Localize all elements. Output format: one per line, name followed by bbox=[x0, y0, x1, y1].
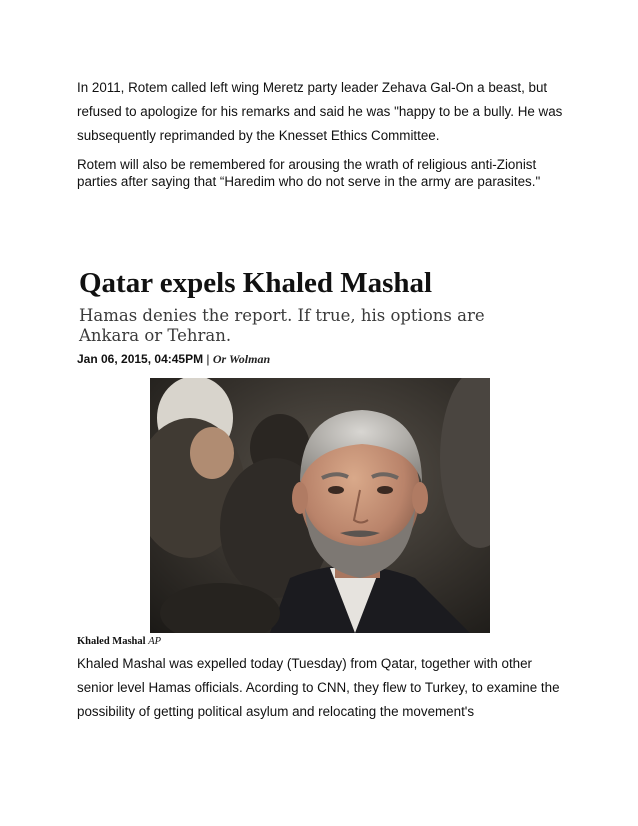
article-author[interactable]: Or Wolman bbox=[212, 352, 271, 366]
article-body: Khaled Mashal was expelled today (Tuesday) from Qatar, together with other senior level Hamas officials. Acording to CNN, they flew to Turkey, to examine the possibility of getting political asylum and relocating the movement's bbox=[77, 656, 560, 719]
caption-name: Khaled Mashal bbox=[77, 636, 146, 647]
article-subheadline: Hamas denies the report. If true, his options are Ankara or Tehran. bbox=[79, 306, 485, 345]
byline-separator: | bbox=[203, 352, 213, 366]
intro-paragraph-1: In 2011, Rotem called left wing Meretz party leader Zehava Gal-On a beast, but refused to apologize for his remarks and said he was "happy to be a bully. He was subsequently reprimanded by the Knesset Ethics Committee. bbox=[77, 80, 563, 143]
article-photo bbox=[150, 378, 490, 633]
article-byline bbox=[77, 352, 270, 366]
caption-credit: AP bbox=[148, 636, 162, 647]
article-date: Jan 06, 2015, 04:45PM bbox=[77, 352, 204, 366]
article-headline: Qatar expels Khaled Mashal bbox=[79, 267, 433, 299]
intro-paragraph-2: Rotem will also be remembered for arousing the wrath of religious anti-Zionist parties after saying that “Haredim who do not serve in the army are parasites." bbox=[77, 157, 541, 189]
portrait-image bbox=[150, 378, 490, 633]
photo-caption bbox=[77, 636, 161, 648]
